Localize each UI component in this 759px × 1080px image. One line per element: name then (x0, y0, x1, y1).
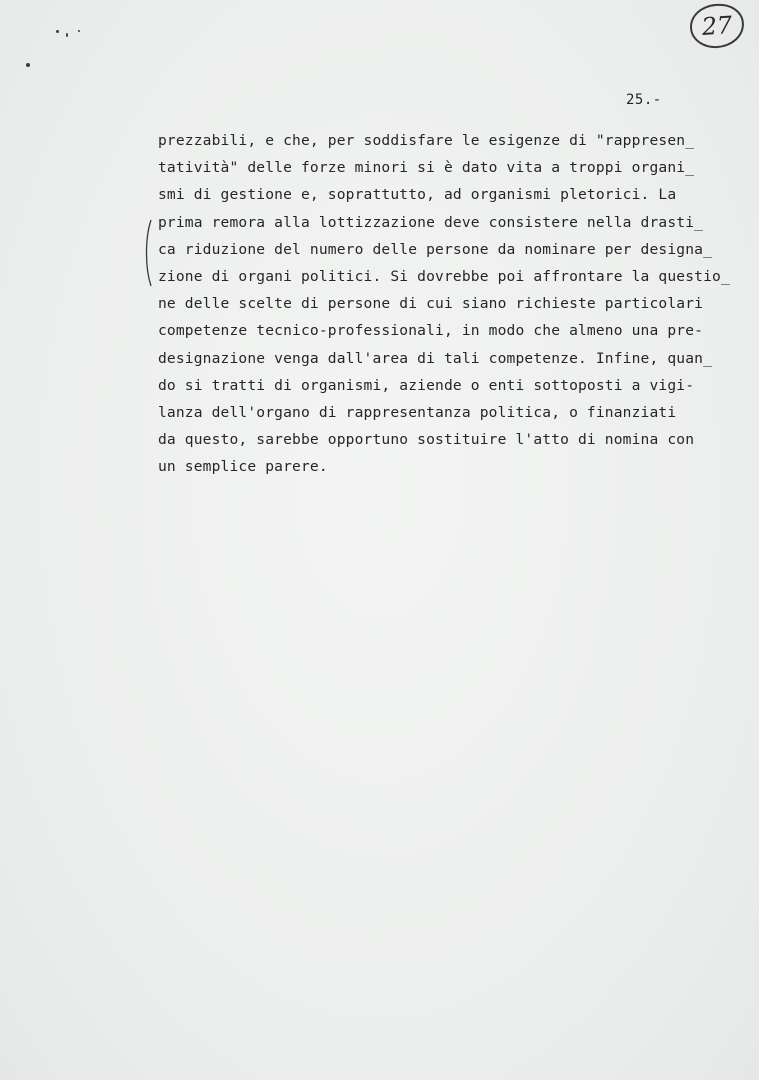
text-line: prima remora alla lottizzazione deve consistere nella drasti_ (158, 213, 704, 231)
text-line: tatività" delle forze minori si è dato vita a troppi organi_ (158, 159, 695, 177)
text-line: prezzabili, e che, per soddisfare le esigenze di "rappresen_ (158, 132, 695, 149)
page-number: 25.- (626, 92, 662, 108)
margin-bracket (140, 218, 154, 288)
margin-speck (78, 30, 80, 32)
text-line: ca riduzione del numero delle persone da nominare per designa_ (158, 240, 713, 258)
text-line: ne delle scelte di persone di cui siano richieste particolari (158, 295, 704, 313)
margin-speck (66, 33, 68, 37)
text-line: do si tratti di organismi, aziende o enti sottoposti a vigi- (158, 376, 695, 394)
text-line: smi di gestione e, soprattutto, ad organismi pletorici. La (158, 186, 677, 204)
archive-number: 27 (689, 2, 746, 50)
text-line: zione di organi politici. Si dovrebbe poi affrontare la questio_ (158, 267, 730, 285)
margin-speck (56, 30, 59, 33)
body-text (158, 127, 738, 480)
text-line: lanza dell'organo di rappresentanza politica, o finanziati (158, 403, 677, 421)
text-line: da questo, sarebbe opportuno sostituire l'atto di nomina con (158, 431, 695, 449)
text-line: designazione venga dall'area di tali competenze. Infine, quan_ (158, 349, 713, 367)
text-line: competenze tecnico-professionali, in modo che almeno una pre- (158, 322, 704, 340)
margin-speck (26, 63, 30, 67)
text-line: un semplice parere. (158, 458, 328, 476)
